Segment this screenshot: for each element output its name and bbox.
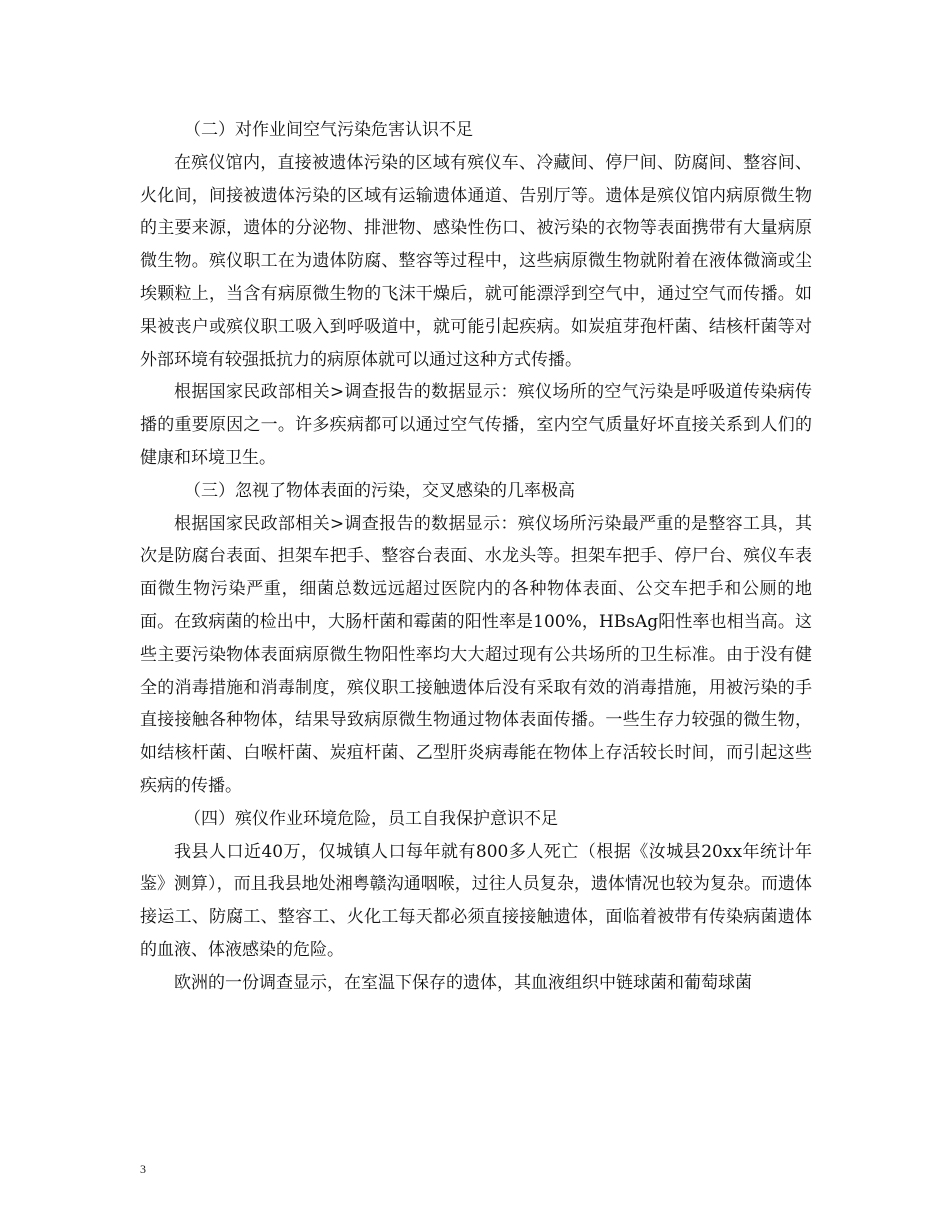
document-body [140,114,812,1000]
paragraph: 根据国家民政部相关>调查报告的数据显示：殡仪场所的空气污染是呼吸道传染病传播的重要原因之一。许多疾病都可以通过空气传播，室内空气质量好坏直接关系到人们的健康和环境卫生。 [140,382,812,468]
paragraph: 欧洲的一份调查显示，在室温下保存的遗体，其血液组织中链球菌和葡萄球菌 [174,972,752,993]
section-heading-3: （三）忽视了物体表面的污染，交叉感染的几率极高 [184,480,575,501]
paragraph: 在殡仪馆内，直接被遗体污染的区域有殡仪车、冷藏间、停尸间、防腐间、整容间、火化间，间接被遗体污染的区域有运输遗体通道、告别厅等。遗体是殡仪馆内病原微生物的主要来源，遗体的分泌物、排泄物、感染性伤口、被污染的衣物等表面携带有大量病原微生物。殡仪职工在为遗体防腐、整容等过程中，这些病原微生物就附着在液体微滴或尘埃颗粒上，当含有病原微生物的飞沫干燥后，就可能漂浮到空气中，通过空气而传播。如果被丧户或殡仪职工吸入到呼吸道中，就可能引起疾病。如炭疽芽孢杆菌、结核杆菌等对外部环境有较强抵抗力的病原体就可以通过这种方式传播。 [140,152,812,370]
page-number: 3 [140,1162,146,1176]
section-heading-2: （二）对作业间空气污染危害认识不足 [184,120,473,140]
section-heading-4: （四）殡仪作业环境危险，员工自我保护意识不足 [184,808,558,829]
paragraph: 根据国家民政部相关>调查报告的数据显示：殡仪场所污染最严重的是整容工具，其次是防腐台表面、担架车把手、整容台表面、水龙头等。担架车把手、停尸台、殡仪车表面微生物污染严重，细菌总数远远超过医院内的各种物体表面、公交车把手和公厕的地面。在致病菌的检出中，大肠杆菌和霉菌的阳性率是100%，HBsAg阳性率也相当高。这些主要污染物体表面病原微生物阳性率均大大超过现有公共场所的卫生标准。由于没有健全的消毒措施和消毒制度，殡仪职工接触遗体后没有采取有效的消毒措施，用被污染的手直接接触各种物体，结果导致病原微生物通过物体表面传播。一些生存力较强的微生物，如结核杆菌、白喉杆菌、炭疽杆菌、乙型肝炎病毒能在物体上存活较长时间，而引起这些疾病的传播。 [140,513,812,796]
paragraph: 我县人口近40万，仅城镇人口每年就有800多人死亡（根据《汝城县20xx年统计年鉴》测算），而且我县地处湘粤赣沟通咽喉，过往人员复杂，遗体情况也较为复杂。而遗体接运工、防腐工、整容工、火化工每天都必须直接接触遗体，面临着被带有传染病菌遗体的血液、体液感染的危险。 [140,841,812,960]
